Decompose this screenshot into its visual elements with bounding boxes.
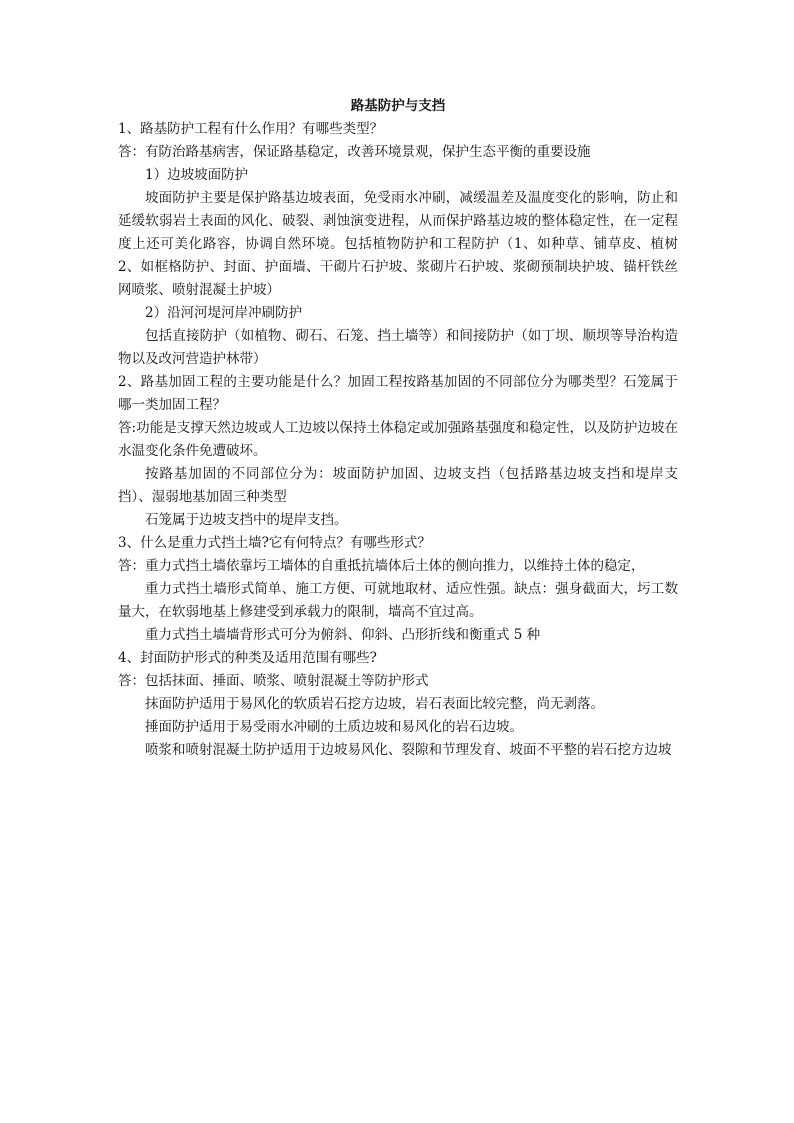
paragraph-1-1: 坡面防护主要是保护路基边坡表面，免受雨水冲刷，减缓温差及温度变化的影响，防止和延缓软弱岩土表面的风化、破裂、剥蚀演变进程，从而保护路基边坡的整体稳定性，在一定程度上还可美化路容，协调自然环境。包括植物防护和工程防护（1、如种草、铺草皮、植树 2、如框格防护、封面、护面墙、干砌片石护坡、浆砌片石护坡、浆砌预制块护坡、锚杆铁丝网喷浆、喷射混凝土护坡） (118, 190, 678, 298)
question-1: 1、路基防护工程有什么作用？有哪些类型？ (118, 121, 384, 137)
paragraph-3-2: 重力式挡土墙墙背形式可分为俯斜、仰斜、凸形折线和衡重式 5 种 (145, 627, 541, 643)
answer-3: 答：重力式挡土墙依靠圬工墙体的自重抵抗墙体后土体的侧向推力，以维持土体的稳定， (118, 558, 645, 574)
paragraph-2-2: 石笼属于边坡支挡中的堤岸支挡。 (145, 512, 348, 528)
paragraph-3-1: 重力式挡土墙形式简单、施工方便、可就地取材、适应性强。缺点：强身截面大，圬工数量大，在软弱地基上修建受到承载力的限制，墙高不宜过高。 (118, 581, 678, 620)
section-2 (118, 371, 678, 532)
question-3: 3、什么是重力式挡土墙?它有何特点？有哪些形式？ (118, 535, 431, 551)
subheading-1-1: 1）边坡坡面防护 (145, 167, 249, 183)
document-page (118, 95, 678, 762)
paragraph-4-2: 捶面防护适用于易受雨水冲刷的土质边坡和易风化的岩石边坡。 (145, 719, 523, 735)
document-title: 路基防护与支挡 (350, 98, 446, 114)
paragraph-4-1: 抹面防护适用于易风化的软质岩石挖方边坡，岩石表面比较完整，尚无剥落。 (145, 696, 604, 712)
section-1 (118, 118, 678, 371)
paragraph-2-1: 按路基加固的不同部位分为：坡面防护加固、边坡支挡（包括路基边坡支挡和堤岸支挡）、湿弱地基加固三种类型 (118, 466, 678, 505)
subheading-1-2: 2）沿河河堤河岸冲刷防护 (145, 305, 303, 321)
paragraph-1-2: 包括直接防护（如植物、砌石、石笼、挡土墙等）和间接防护（如丁坝、顺坝等导治构造物以及改河营造护林带） (118, 328, 678, 367)
section-3 (118, 532, 678, 647)
paragraph-4-3: 喷浆和喷射混凝土防护适用于边坡易风化、裂隙和节理发育、坡面不平整的岩石挖方边坡 (145, 742, 672, 758)
answer-1: 答：有防治路基病害，保证路基稳定，改善环境景观，保护生态平衡的重要设施 (118, 144, 591, 160)
section-4 (118, 647, 678, 762)
answer-4: 答：包括抹面、捶面、喷浆、喷射混凝土等防护形式 (118, 673, 429, 689)
question-2: 2、路基加固工程的主要功能是什么？加固工程按路基加固的不同部位分为哪类型？石笼属于哪一类加固工程？ (118, 374, 678, 413)
answer-2: 答:功能是支撑天然边坡或人工边坡以保持土体稳定或加强路基强度和稳定性，以及防护边坡在水温变化条件免遭破坏。 (118, 420, 678, 459)
question-4: 4、封面防护形式的种类及适用范围有哪些? (118, 650, 377, 666)
